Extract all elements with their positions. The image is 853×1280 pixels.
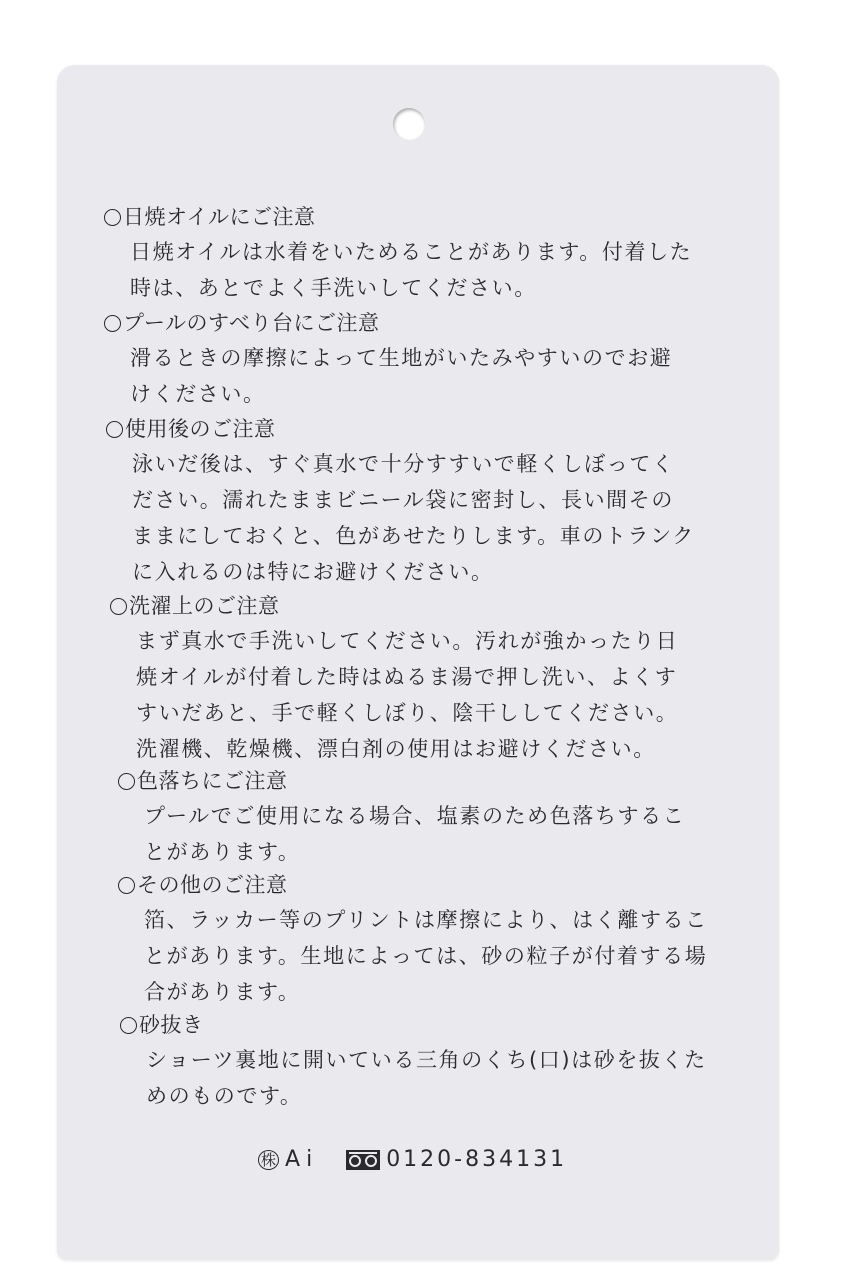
section-text-line: 時は、あとでよく手洗いしてください。 xyxy=(130,276,537,300)
section-text-line: 泳いだ後は、すぐ真水で十分すすいで軽くしぼってく xyxy=(132,452,675,476)
circle-bullet-icon xyxy=(118,877,135,894)
section-text-line: とがあります。生地によっては、砂の粒子が付着する場 xyxy=(144,944,708,968)
section-color-fading xyxy=(118,764,685,870)
circle-bullet-icon xyxy=(120,1017,137,1034)
section-sunscreen-oil xyxy=(104,200,692,306)
section-heading: 日焼オイルにご注意 xyxy=(104,200,692,234)
section-text-line: ショーツ裏地に開いている三角のくち(口)は砂を抜くた xyxy=(146,1048,707,1072)
section-heading: その他のご注意 xyxy=(118,868,708,902)
section-pool-slide xyxy=(104,306,672,412)
section-after-use xyxy=(106,412,695,590)
section-text-line: 合があります。 xyxy=(144,980,301,1004)
section-other xyxy=(118,868,708,1010)
section-text-line: 滑るときの摩擦によって生地がいたみやすいのでお避 xyxy=(130,346,673,370)
section-text-line: に入れるのは特にお避けください。 xyxy=(132,560,494,584)
section-text-line: ままにしておくと、色があせたりします。車のトランク xyxy=(132,524,695,548)
circle-bullet-icon xyxy=(110,598,127,615)
section-text-line: 焼オイルが付着した時はぬるま湯で押し洗い、よくす xyxy=(136,665,678,689)
section-text-line: 日焼オイルは水着をいためることがあります。付着した xyxy=(130,240,693,264)
section-heading: 砂抜き xyxy=(120,1008,707,1042)
section-text-line: めのものです。 xyxy=(146,1084,303,1108)
section-heading: プールのすべり台にご注意 xyxy=(104,306,672,340)
freedial-icon xyxy=(346,1150,380,1170)
section-text-line: すいだあと、手で軽くしぼり、陰干ししてください。 xyxy=(136,701,679,725)
section-text-line: 洗濯機、乾燥機、漂白剤の使用はお避けください。 xyxy=(136,737,656,761)
company-type-mark: 株 xyxy=(258,1150,279,1170)
phone-number: 0120-834131 xyxy=(386,1147,568,1172)
section-text-line: 箔、ラッカー等のプリントは摩擦により、はく離するこ xyxy=(144,908,708,932)
section-text-line: けください。 xyxy=(130,382,266,406)
company-name: Ai xyxy=(285,1147,319,1172)
circle-bullet-icon xyxy=(104,315,121,332)
circle-bullet-icon xyxy=(118,773,135,790)
section-heading: 使用後のご注意 xyxy=(106,412,695,446)
circle-bullet-icon xyxy=(106,421,123,438)
section-text-line: ださい。濡れたままビニール袋に密封し、長い間その xyxy=(132,488,674,512)
section-text-line: まず真水で手洗いしてください。汚れが強かったり日 xyxy=(136,629,679,653)
section-text-line: とがあります。 xyxy=(144,840,301,864)
section-sand-removal xyxy=(120,1008,707,1114)
hang-hole xyxy=(393,108,425,140)
section-washing xyxy=(110,589,678,767)
footer xyxy=(258,1147,567,1172)
section-text-line: プールでご使用になる場合、塩素のため色落ちするこ xyxy=(144,804,686,828)
section-heading: 色落ちにご注意 xyxy=(118,764,685,798)
section-heading: 洗濯上のご注意 xyxy=(110,589,678,623)
circle-bullet-icon xyxy=(104,209,121,226)
